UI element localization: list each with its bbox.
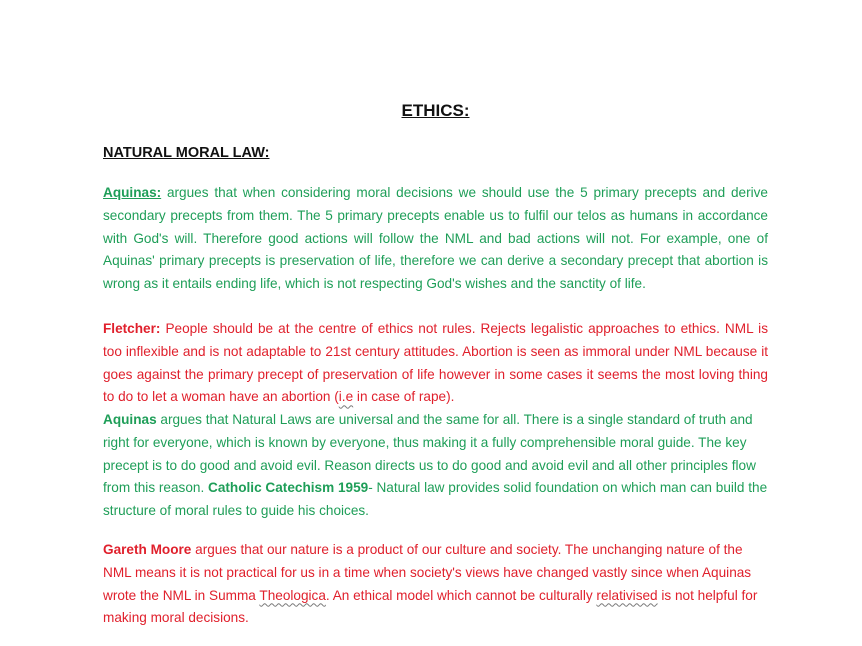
reference-catholic-catechism: Catholic Catechism 1959 <box>208 480 369 496</box>
paragraph-fletcher <box>103 318 768 409</box>
paragraph-body: argues that our nature is a product of our culture and society. The unchanging nature of the NML means it is not practical for us in a time when society's views have changed vastly since when Aquinas wrote the NML in Summa <box>103 542 752 603</box>
author-name-aquinas: Aquinas <box>103 412 157 427</box>
paragraph-body-end: in case of rape). <box>353 389 455 405</box>
title-text: ETHICS: <box>401 101 470 120</box>
paragraph-gareth-moore <box>103 539 768 630</box>
spelling-flag-theologica[interactable]: Theologica <box>259 587 326 603</box>
spelling-flag-ie[interactable]: i.e <box>338 389 354 405</box>
page-title <box>103 101 768 121</box>
paragraph-body: argues that when considering moral decisions we should use the 5 primary precepts and derive secondary precepts from them. The 5 primary precepts enable us to fulfil our telos as humans in accordance with God's will. Therefore good actions will follow the NML and bad actions will not. For example, one of Aquinas' primary precepts is preservation of life, therefore we can derive a secondary precept that abortion is wrong as it entails ending life, which is not respecting God's wishes and the sanctity of life. <box>103 185 768 292</box>
author-name-aquinas: Aquinas: <box>103 185 162 200</box>
paragraph-body-end: - Natural law provides solid foundation on which man can build the structure of moral rules to guide his choices. <box>103 480 768 519</box>
section-heading: NATURAL MORAL LAW: <box>103 145 270 161</box>
author-name-gareth-moore: Gareth Moore <box>103 542 192 557</box>
author-name-fletcher: Fletcher: <box>103 321 161 336</box>
paragraph-body: argues that Natural Laws are universal and the same for all. There is a single standard of truth and right for everyone, which is known by everyone, thus making it a fully comprehensible moral guide. The key precept is to do good and avoid evil. Reason directs us to do good and avoid evil and all other principles flow from this reason. <box>103 412 756 496</box>
spelling-flag-relativised[interactable]: relativised <box>596 587 658 603</box>
paragraph-aquinas-universal <box>103 409 768 523</box>
paragraph-body-middle: . An ethical model which cannot be culturally <box>325 587 597 603</box>
paragraph-aquinas-primary-precepts <box>103 182 768 296</box>
paragraph-body: People should be at the centre of ethics not rules. Rejects legalistic approaches to ethics. NML is too inflexible and is not adaptable to 21st century attitudes. Abortion is seen as immoral under NML because it goes against the primary precept of preservation of life however in some cases it seems the most loving thing to do to let a woman have an abortion ( <box>103 321 768 405</box>
paragraph-body-end: is not helpful for making moral decisions. <box>103 587 758 626</box>
